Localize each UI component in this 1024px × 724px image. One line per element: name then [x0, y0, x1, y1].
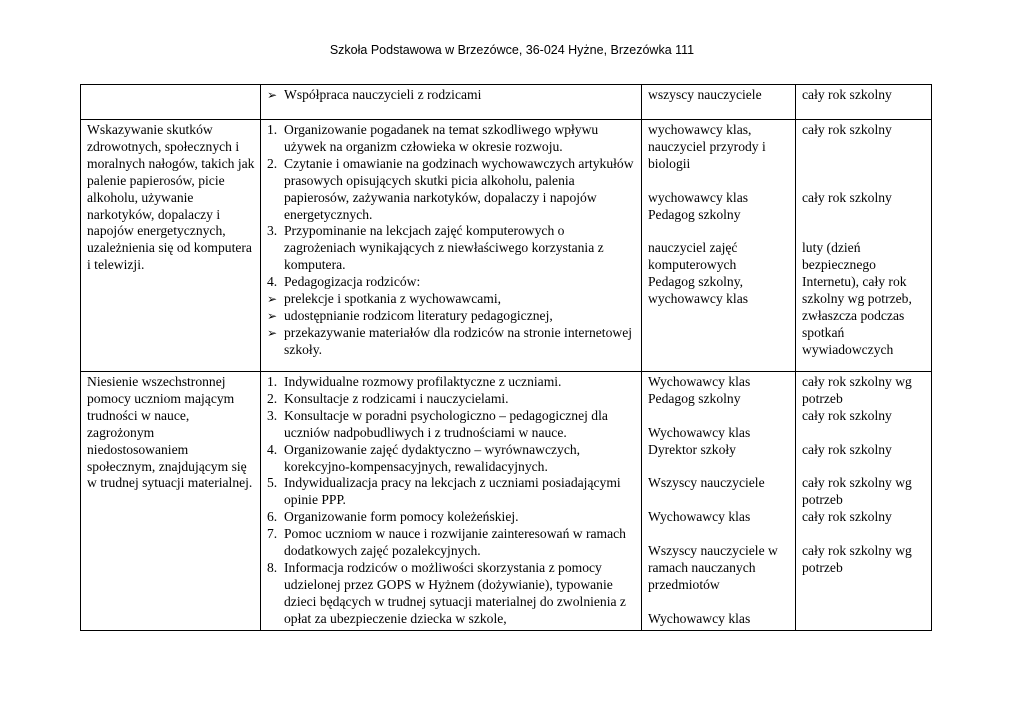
responsible-line: biologii: [648, 155, 691, 171]
task-cell: Niesienie wszechstronnej pomocy uczniom mającym trudności w nauce, zagrożonym niedostosowaniem społecznym, znajdującym się w trudnej sytuacji materialnej.: [81, 372, 261, 631]
responsible-line: [648, 594, 790, 611]
item-text: Indywidualizacja pracy na lekcjach z uczniami posiadającymi opinie PPP.: [284, 475, 621, 508]
deadline-line: cały rok szkolny wg: [802, 543, 912, 559]
list-item: [267, 308, 636, 325]
deadline-line: cały rok szkolny: [802, 441, 892, 457]
deadline-line: [802, 425, 926, 442]
deadline-line: potrzeb: [802, 492, 843, 508]
item-text: Organizowanie zajęć dydaktyczno – wyrównawczych, korekcyjno-kompensacyjnych, rewalidacyjnych.: [284, 441, 581, 474]
item-text: Konsultacje z rodzicami i nauczycielami.: [284, 390, 509, 406]
list-item: [267, 156, 636, 224]
item-text: Organizowanie form pomocy koleżeńskiej.: [284, 509, 519, 525]
deadline-line: bezpiecznego: [802, 257, 876, 273]
methods-list: [267, 122, 636, 291]
responsible-line: nauczyciel przyrody i: [648, 138, 766, 154]
responsible-line: Wychowawcy klas: [648, 374, 751, 389]
responsible-line: [648, 173, 790, 190]
deadline-line: potrzeb: [802, 559, 843, 575]
item-text: Pedagogizacja rodziców:: [284, 274, 421, 290]
bullet-list: [267, 291, 636, 359]
deadline-line: potrzeb: [802, 390, 843, 406]
item-number: 4.: [267, 274, 278, 290]
item-text: Pomoc uczniom w nauce i rozwijanie zainteresowań w ramach dodatkowych zajęć pozalekcyjnych.: [284, 526, 626, 559]
responsible-line: nauczyciel zajęć: [648, 240, 738, 256]
deadline-line: [802, 526, 926, 543]
deadline-line: [802, 173, 926, 190]
responsible-line: wychowawcy klas: [648, 291, 749, 307]
responsible-cell: [642, 120, 796, 372]
item-number: 2.: [267, 390, 278, 406]
responsible-line: [648, 526, 790, 543]
task-cell: Wskazywanie skutków zdrowotnych, społecznych i moralnych nałogów, takich jak palenie papierosów, picie alkoholu, używanie narkotyków, dopalaczy i napojów energetycznych, uzależnienia się od komputera i telewizji.: [81, 120, 261, 372]
bullet-text: przekazywanie materiałów dla rodziców na stronie internetowej szkoły.: [284, 324, 633, 357]
item-text: Przypominanie na lekcjach zajęć komputerowych o zagrożeniach wynikających z niewłaściwego korzystania z komputera.: [284, 223, 604, 273]
list-item: [267, 526, 636, 560]
table-row: [81, 85, 932, 120]
deadline-line: Internetu), cały rok: [802, 274, 907, 290]
responsible-line: [648, 223, 790, 240]
arrow-bullet-icon: ➢: [267, 325, 278, 340]
item-number: 1.: [267, 374, 278, 389]
item-number: 6.: [267, 509, 278, 525]
responsible-line: Wszyscy nauczyciele: [648, 475, 765, 491]
method-text: Współpraca nauczycieli z rodzicami: [284, 87, 482, 102]
responsible-line: [648, 459, 790, 476]
responsible-line: wychowawcy klas: [648, 189, 749, 205]
responsible-cell: wszyscy nauczyciele: [642, 85, 796, 120]
list-item: [267, 274, 636, 291]
arrow-bullet-icon: ➢: [267, 308, 278, 323]
deadline-line: [802, 156, 926, 173]
deadline-line: cały rok szkolny: [802, 509, 892, 525]
item-number: 2.: [267, 155, 278, 171]
deadline-line: cały rok szkolny: [802, 407, 892, 423]
item-number: 4.: [267, 441, 278, 457]
item-number: 1.: [267, 122, 278, 137]
list-item: [267, 560, 636, 628]
responsible-line: Pedagog szkolny,: [648, 274, 744, 290]
list-item: [267, 325, 636, 359]
item-text: Czytanie i omawianie na godzinach wychowawczych artykułów prasowych opisujących skutki picia alkoholu, palenia papierosów, zażywania narkotyków, dopalaczy i napojów energetycznych.: [284, 155, 634, 222]
list-item: [267, 122, 636, 156]
responsible-cell: [642, 372, 796, 631]
deadline-cell: cały rok szkolny: [796, 85, 932, 120]
deadline-line: cały rok szkolny wg: [802, 475, 912, 491]
responsible-line: wychowawcy klas,: [648, 122, 752, 137]
list-item: [267, 475, 636, 509]
methods-cell: [261, 372, 642, 631]
deadline-line: spotkań: [802, 324, 845, 340]
arrow-bullet-icon: ➢: [267, 292, 278, 307]
responsible-line: Pedagog szkolny: [648, 206, 741, 222]
deadline-line: cały rok szkolny wg: [802, 374, 912, 389]
deadline-line: [802, 206, 926, 223]
item-text: Konsultacje w poradni psychologiczno – pedagogicznej dla uczniów nadpobudliwych i z trudnościami w nauce.: [284, 407, 608, 440]
deadline-line: zwłaszcza podczas: [802, 307, 905, 323]
item-text: Indywidualne rozmowy profilaktyczne z uczniami.: [284, 374, 562, 389]
item-number: 8.: [267, 559, 278, 575]
responsible-line: [648, 492, 790, 509]
item-text: Informacja rodziców o możliwości skorzystania z pomocy udzielonej przez GOPS w Hyżnem (dożywianie), typowanie dzieci będących w trudnej sytuacji materialnej do zwolnienia z opłat za ubezpieczenie dziecka w szkole,: [284, 559, 626, 626]
methods-cell: [261, 120, 642, 372]
deadline-cell: [796, 372, 932, 631]
list-item: [267, 291, 636, 308]
responsible-line: Wychowawcy klas: [648, 610, 751, 626]
list-item: [267, 391, 636, 408]
page-header: Szkoła Podstawowa w Brzezówce, 36-024 Hyżne, Brzezówka 111: [329, 43, 695, 57]
responsible-line: Wychowawcy klas: [648, 509, 751, 525]
responsible-line: Wszyscy nauczyciele w: [648, 543, 778, 558]
responsible-line: Wychowawcy klas: [648, 424, 751, 440]
deadline-line: cały rok szkolny: [802, 189, 892, 205]
responsible-line: Dyrektor szkoły: [648, 441, 736, 457]
deadline-line: [802, 459, 926, 476]
bullet-text: udostępnianie rodzicom literatury pedagogicznej,: [284, 307, 553, 323]
responsible-line: [648, 408, 790, 425]
list-item: [267, 223, 636, 274]
item-number: 3.: [267, 407, 278, 423]
deadline-cell: [796, 120, 932, 372]
responsible-line: ramach nauczanych: [648, 559, 756, 575]
deadline-line: luty (dzień: [802, 240, 861, 256]
deadline-line: wywiadowczych: [802, 341, 894, 357]
bullet-text: prelekcje i spotkania z wychowawcami,: [284, 291, 502, 307]
list-item: [267, 408, 636, 442]
responsible-line: komputerowych: [648, 257, 737, 273]
responsible-line: przedmiotów: [648, 576, 720, 592]
deadline-line: cały rok szkolny: [802, 122, 892, 137]
responsible-line: Pedagog szkolny: [648, 390, 741, 406]
table-row: [81, 120, 932, 372]
methods-list: [267, 374, 636, 628]
list-item: [267, 374, 636, 391]
item-number: 7.: [267, 526, 278, 542]
table-row: [81, 372, 932, 631]
item-text: Organizowanie pogadanek na temat szkodliwego wpływu używek na organizm człowieka w okresie rozwoju.: [284, 122, 599, 154]
list-item: [267, 509, 636, 526]
task-cell: [81, 85, 261, 120]
item-number: 5.: [267, 475, 278, 491]
plan-table: [80, 84, 932, 631]
deadline-line: [802, 223, 926, 240]
item-number: 3.: [267, 223, 278, 239]
list-item: [267, 442, 636, 476]
deadline-line: [802, 139, 926, 156]
deadline-line: szkolny wg potrzeb,: [802, 290, 912, 306]
arrow-bullet-icon: ➢: [267, 88, 278, 102]
methods-cell: [261, 85, 642, 120]
